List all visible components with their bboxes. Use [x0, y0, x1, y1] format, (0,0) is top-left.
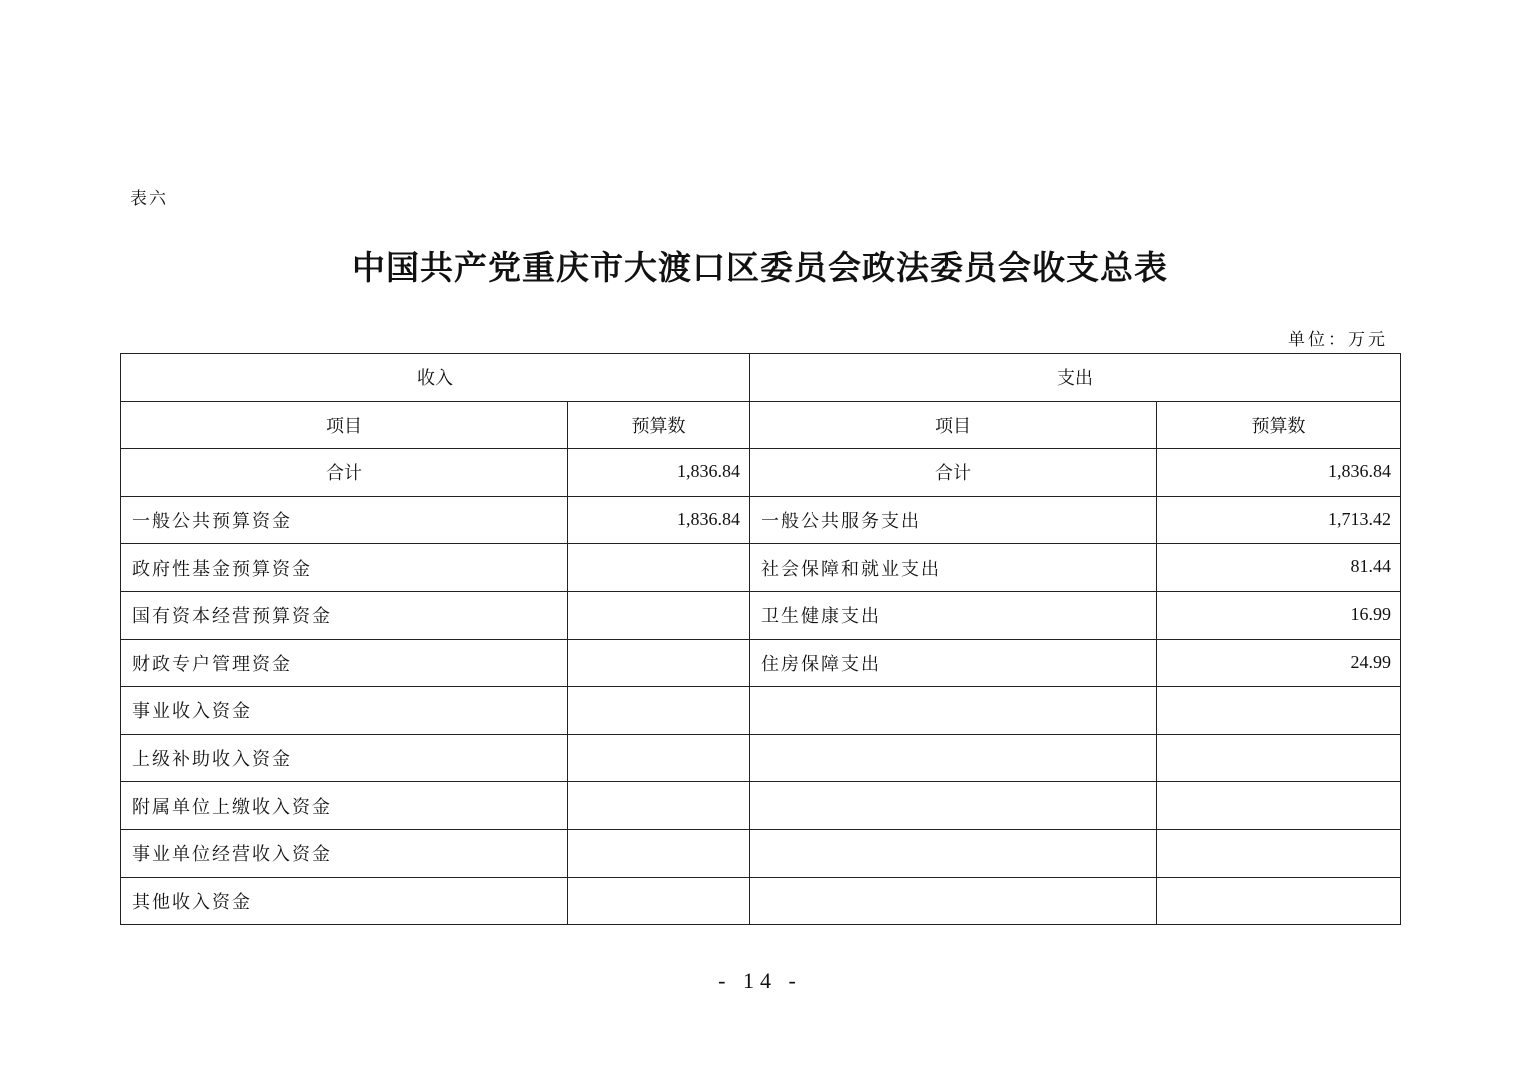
- income-amount-cell: 1,836.84: [568, 496, 750, 544]
- income-amount-cell: [568, 544, 750, 592]
- page-number: - 14 -: [718, 968, 802, 993]
- table-row: [121, 782, 1401, 830]
- expense-amount-cell: 16.99: [1157, 591, 1401, 639]
- table-row: [121, 829, 1401, 877]
- table-label: 表六: [130, 189, 168, 209]
- income-amount-cell: [568, 829, 750, 877]
- expense-item-cell: [750, 829, 1157, 877]
- expense-total-amount: 1,836.84: [1157, 449, 1401, 497]
- expense-item-cell: [750, 687, 1157, 735]
- income-item-cell: 国有资本经营预算资金: [121, 591, 568, 639]
- expense-amount-cell: [1157, 877, 1401, 925]
- income-item-header: 项目: [121, 401, 568, 449]
- table-row: [121, 877, 1401, 925]
- table-row: [121, 544, 1401, 592]
- expense-item-cell: 社会保障和就业支出: [750, 544, 1157, 592]
- group-header-row: [121, 354, 1401, 402]
- income-amount-cell: [568, 877, 750, 925]
- income-amount-header: 预算数: [568, 401, 750, 449]
- expense-group-header: 支出: [750, 354, 1401, 402]
- income-total-label: 合计: [121, 449, 568, 497]
- income-item-cell: 政府性基金预算资金: [121, 544, 568, 592]
- income-amount-cell: [568, 591, 750, 639]
- expense-item-cell: [750, 782, 1157, 830]
- table-row: [121, 591, 1401, 639]
- income-amount-cell: [568, 687, 750, 735]
- income-amount-cell: [568, 734, 750, 782]
- expense-item-cell: 一般公共服务支出: [750, 496, 1157, 544]
- budget-summary-table: [120, 353, 1401, 925]
- income-amount-cell: [568, 639, 750, 687]
- expense-amount-cell: [1157, 687, 1401, 735]
- expense-amount-cell: 81.44: [1157, 544, 1401, 592]
- expense-amount-cell: [1157, 734, 1401, 782]
- total-row: [121, 449, 1401, 497]
- column-header-row: [121, 401, 1401, 449]
- expense-item-cell: 卫生健康支出: [750, 591, 1157, 639]
- income-item-cell: 事业收入资金: [121, 687, 568, 735]
- unit-label: 单位：万元: [1288, 330, 1388, 350]
- income-item-cell: 附属单位上缴收入资金: [121, 782, 568, 830]
- income-item-cell: 上级补助收入资金: [121, 734, 568, 782]
- page-title: 中国共产党重庆市大渡口区委员会政法委员会收支总表: [352, 248, 1168, 287]
- expense-item-header: 项目: [750, 401, 1157, 449]
- income-item-cell: 其他收入资金: [121, 877, 568, 925]
- expense-item-cell: [750, 877, 1157, 925]
- income-group-header: 收入: [121, 354, 750, 402]
- income-item-cell: 事业单位经营收入资金: [121, 829, 568, 877]
- expense-amount-cell: 1,713.42: [1157, 496, 1401, 544]
- expense-total-label: 合计: [750, 449, 1157, 497]
- table-row: [121, 687, 1401, 735]
- table-row: [121, 639, 1401, 687]
- table-row: [121, 496, 1401, 544]
- income-amount-cell: [568, 782, 750, 830]
- expense-item-cell: 住房保障支出: [750, 639, 1157, 687]
- expense-amount-header: 预算数: [1157, 401, 1401, 449]
- income-item-cell: 财政专户管理资金: [121, 639, 568, 687]
- table-row: [121, 734, 1401, 782]
- expense-amount-cell: 24.99: [1157, 639, 1401, 687]
- expense-amount-cell: [1157, 829, 1401, 877]
- expense-item-cell: [750, 734, 1157, 782]
- expense-amount-cell: [1157, 782, 1401, 830]
- income-total-amount: 1,836.84: [568, 449, 750, 497]
- income-item-cell: 一般公共预算资金: [121, 496, 568, 544]
